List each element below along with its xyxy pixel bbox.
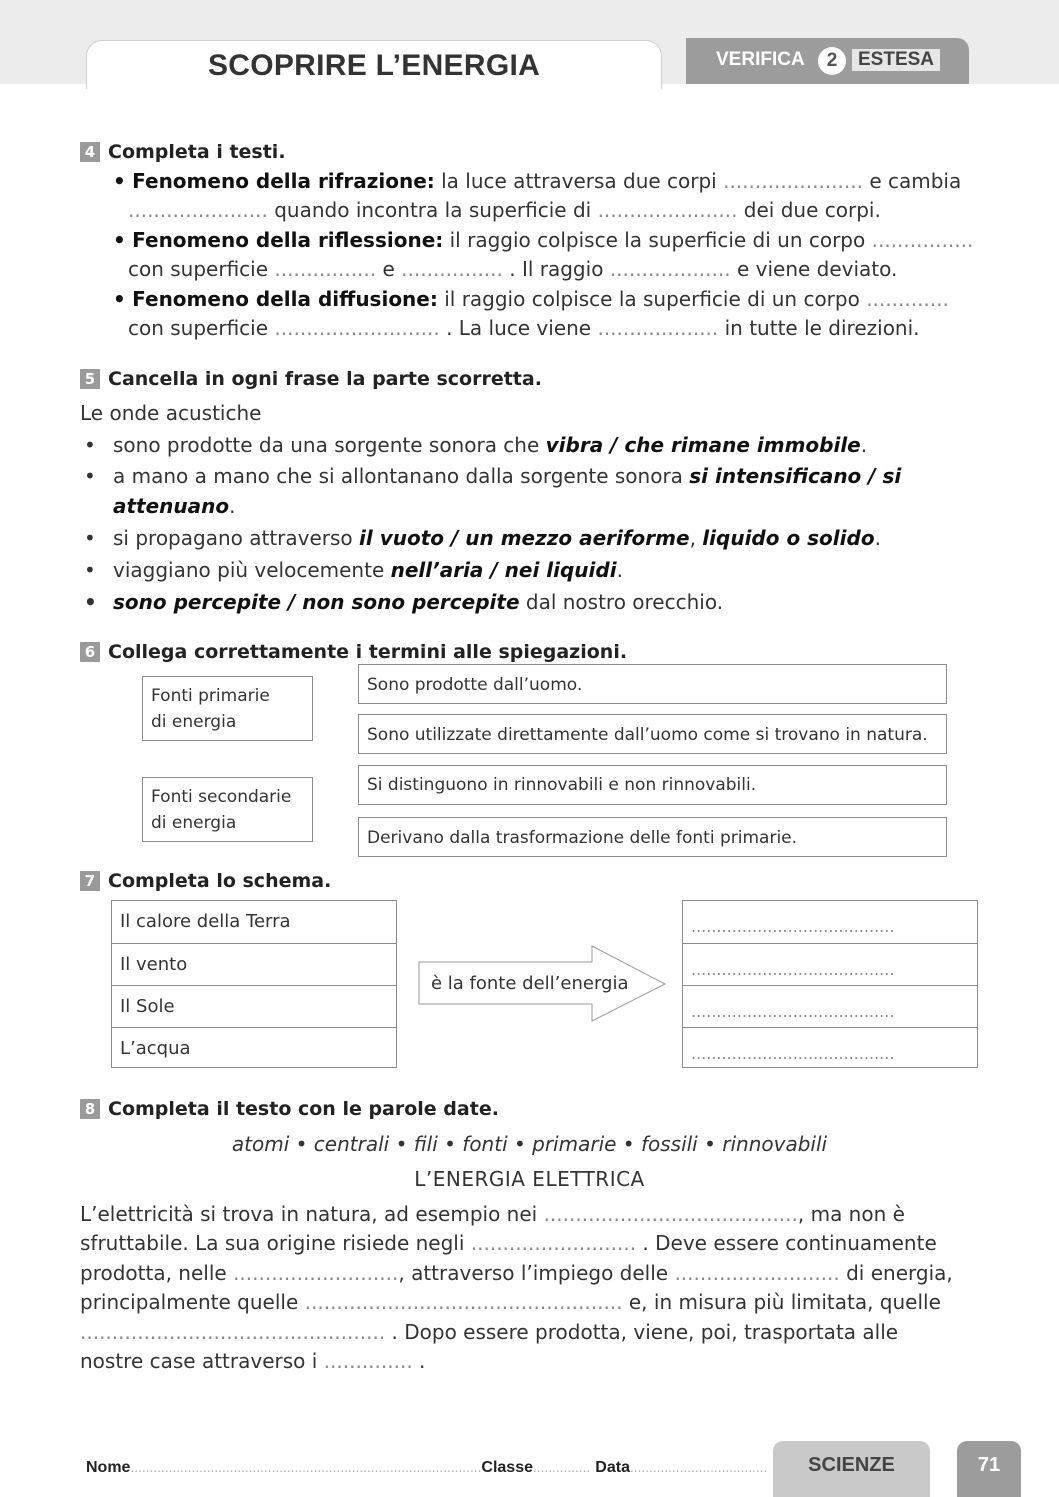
ex5-item2-cont xyxy=(113,494,236,518)
ex7-number: 7 xyxy=(80,871,100,891)
ex8-number: 8 xyxy=(80,1099,100,1119)
word-bank: atomi • centrali • fili • fonti • primarie • fossili • rinnovabili xyxy=(231,1132,828,1156)
ex8-heading xyxy=(80,1098,499,1120)
ex8-text: e, in misura più limitata, quelle xyxy=(628,1290,941,1314)
blank-dots[interactable]: .......................... xyxy=(274,316,440,340)
ex6-heading-text: Collega correttamente i termini alle spiegazioni. xyxy=(108,641,628,663)
term-fonti-primarie[interactable] xyxy=(142,676,313,741)
blank-dots[interactable]: .............. xyxy=(323,1349,413,1373)
explanation-4[interactable] xyxy=(358,817,947,857)
source-item: L’acqua xyxy=(112,1027,396,1068)
ex8-line1 xyxy=(80,1202,905,1226)
blank-dots[interactable]: ...................... xyxy=(128,198,268,222)
ex4-text: la luce attraversa due corpi xyxy=(441,169,717,193)
blank-dots[interactable]: ........................................ xyxy=(543,1202,798,1226)
ex4-text: . La luce viene xyxy=(446,316,592,340)
ex5-text: . xyxy=(229,494,236,518)
ex4-line5 xyxy=(113,287,949,311)
ex7-heading-text: Completa lo schema. xyxy=(108,870,332,892)
blank-dots[interactable]: .......................... xyxy=(233,1261,399,1285)
ex4-line4 xyxy=(128,257,897,281)
ex8-text: . Deve essere continuamente xyxy=(642,1231,937,1255)
tag-verifica: VERIFICA xyxy=(716,49,805,70)
blank-dots[interactable]: ...................... xyxy=(723,169,863,193)
data-label: Data xyxy=(595,1459,630,1476)
blank-dots[interactable]: ............. xyxy=(866,287,949,311)
ex5-text: . xyxy=(860,433,868,457)
ex4-text: . Il raggio xyxy=(509,257,604,281)
ex4-text: e cambia xyxy=(869,169,962,193)
ex5-choice[interactable]: vibra / che rimane immobile xyxy=(545,433,861,457)
title-box xyxy=(86,40,662,89)
blank-dots[interactable]: ................... xyxy=(597,316,719,340)
answer-blank[interactable]: ........................................ xyxy=(683,985,977,1027)
blank-dots[interactable]: ...................... xyxy=(597,198,738,222)
term-label: Fonti secondarie xyxy=(151,787,292,807)
test-tag xyxy=(686,38,969,84)
bullet: • xyxy=(84,590,97,614)
ex5-text: viaggiano più velocemente xyxy=(113,558,385,582)
ex5-text: , xyxy=(689,526,696,550)
source-item: Il calore della Terra xyxy=(120,911,291,932)
arrow-text: è la fonte dell’energia xyxy=(431,973,629,994)
answer-blank[interactable]: ........................................ xyxy=(683,943,977,985)
bullet: • xyxy=(113,287,126,311)
ex5-choice[interactable]: nell’aria / nei liquidi xyxy=(390,558,617,582)
ex4-line6 xyxy=(128,316,920,340)
bullet: • xyxy=(84,526,96,550)
explanation-text: Sono prodotte dall’uomo. xyxy=(367,675,583,695)
ex4-text: e xyxy=(382,257,395,281)
explanation-2[interactable] xyxy=(358,714,947,754)
ex5-item5 xyxy=(113,590,723,614)
nome-field[interactable]: ............................................................................................ xyxy=(130,1461,482,1475)
blank-dots[interactable]: .................................................. xyxy=(304,1290,623,1314)
bullet: • xyxy=(113,228,126,252)
ex8-text: L’elettricità si trova in natura, ad esempio nei xyxy=(80,1202,538,1226)
ex7-heading xyxy=(80,870,331,892)
text-subtitle: L’ENERGIA ELETTRICA xyxy=(414,1167,645,1191)
ex5-item4 xyxy=(113,558,623,582)
ex4-text: quando incontra la superficie di xyxy=(274,198,592,222)
ex4-text: e viene deviato. xyxy=(736,257,898,281)
subject-tab: SCIENZE xyxy=(773,1441,930,1497)
blank-dots[interactable]: ................ xyxy=(871,228,974,252)
ex4-line2 xyxy=(128,198,881,222)
ex5-number: 5 xyxy=(80,369,100,389)
nome-label: Nome xyxy=(86,1459,131,1476)
page-title: SCOPRIRE L’ENERGIA xyxy=(207,49,541,82)
ex8-text: , ma non è xyxy=(797,1202,905,1226)
ex8-text: , attraverso l’impiego delle xyxy=(398,1261,669,1285)
page-number: 71 xyxy=(957,1441,1021,1497)
ex4-heading-text: Completa i testi. xyxy=(108,141,286,163)
bullet: • xyxy=(84,433,96,457)
classe-label: Classe xyxy=(481,1459,533,1476)
ex4-b1-label: Fenomeno della rifrazione: xyxy=(132,169,435,193)
ex4-text: in tutte le direzioni. xyxy=(724,316,920,340)
ex8-text: principalmente quelle xyxy=(80,1290,299,1314)
ex5-choice[interactable]: liquido o solido xyxy=(702,526,875,550)
ex4-text: il raggio colpisce la superficie di un corpo xyxy=(449,228,866,252)
source-item: Il vento xyxy=(112,943,396,985)
ex5-intro: Le onde acustiche xyxy=(80,401,262,425)
ex8-text: . xyxy=(419,1349,426,1373)
ex5-heading xyxy=(80,368,542,390)
answers-table xyxy=(682,900,978,1068)
ex5-item1 xyxy=(113,433,867,457)
ex8-text: prodotta, nelle xyxy=(80,1261,227,1285)
ex4-text: con superficie xyxy=(128,257,269,281)
ex8-line5 xyxy=(80,1320,898,1344)
answer-blank[interactable]: ........................................ xyxy=(683,1027,977,1068)
ex5-item3 xyxy=(113,526,881,550)
explanation-3[interactable] xyxy=(358,765,947,805)
bullet: • xyxy=(84,558,96,582)
blank-dots[interactable]: ................... xyxy=(609,257,731,281)
term-fonti-secondarie[interactable] xyxy=(142,777,313,842)
ex5-choice[interactable]: si intensificano / si xyxy=(689,464,902,488)
ex5-text: si propagano attraverso xyxy=(113,526,353,550)
ex8-line4 xyxy=(80,1290,941,1314)
ex8-text: di energia, xyxy=(846,1261,953,1285)
ex5-choice[interactable]: attenuano xyxy=(113,494,230,518)
explanation-text: Si distinguono in rinnovabili e non rinnovabili. xyxy=(367,775,757,795)
ex4-b3-label: Fenomeno della diffusione: xyxy=(132,287,438,311)
ex4-line1 xyxy=(113,169,961,193)
blank-dots[interactable]: ................ xyxy=(401,257,503,281)
classe-field[interactable]: ............... xyxy=(532,1461,591,1475)
answer-blank[interactable]: ........................................ xyxy=(691,917,895,936)
explanation-1[interactable] xyxy=(358,664,947,704)
ex6-number: 6 xyxy=(80,642,100,662)
ex5-heading-text: Cancella in ogni frase la parte scorretta. xyxy=(108,368,542,390)
ex8-text: . Dopo essere prodotta, viene, poi, trasportata alle xyxy=(391,1320,899,1344)
ex5-text: . xyxy=(616,558,623,582)
explanation-text: Sono utilizzate direttamente dall’uomo come si trovano in natura. xyxy=(367,725,928,745)
term-label: di energia xyxy=(151,813,237,833)
ex8-text: nostre case attraverso i xyxy=(80,1349,318,1373)
tag-number: 2 xyxy=(818,47,846,75)
bullet: • xyxy=(113,169,126,193)
ex5-text: sono prodotte da una sorgente sonora che xyxy=(113,433,540,457)
ex4-text: con superficie xyxy=(128,316,269,340)
term-label: Fonti primarie xyxy=(151,686,270,706)
blank-dots[interactable]: ................ xyxy=(274,257,377,281)
ex8-line3 xyxy=(80,1261,953,1285)
data-field[interactable]: .................................... xyxy=(629,1461,768,1475)
ex4-text: dei due corpi. xyxy=(743,198,881,222)
ex8-heading-text: Completa il testo con le parole date. xyxy=(108,1098,499,1120)
ex5-text: dal nostro orecchio. xyxy=(525,590,724,614)
ex5-choice[interactable]: sono percepite / non sono percepite xyxy=(113,590,520,614)
term-label: di energia xyxy=(151,712,237,732)
source-item: Il Sole xyxy=(112,985,396,1027)
ex8-text: sfruttabile. La sua origine risiede negli xyxy=(80,1231,465,1255)
ex5-text: . xyxy=(874,526,881,550)
ex8-line6 xyxy=(80,1349,425,1373)
ex4-b2-label: Fenomeno della riflessione: xyxy=(132,228,444,252)
ex6-heading xyxy=(80,641,627,663)
ex8-line2 xyxy=(80,1231,937,1255)
ex4-line3 xyxy=(113,228,973,252)
ex4-text: il raggio colpisce la superficie di un corpo xyxy=(444,287,860,311)
ex5-text: a mano a mano che si allontanano dalla sorgente sonora xyxy=(113,464,683,488)
ex5-choice[interactable]: il vuoto / un mezzo aeriforme xyxy=(359,526,690,550)
bullet: • xyxy=(84,464,96,488)
ex5-item2 xyxy=(113,464,901,488)
blank-dots[interactable]: ................................................ xyxy=(80,1320,386,1344)
blank-dots[interactable]: .......................... xyxy=(470,1231,637,1255)
tag-estesa: ESTESA xyxy=(852,49,940,71)
explanation-text: Derivano dalla trasformazione delle fonti primarie. xyxy=(367,828,798,848)
blank-dots[interactable]: .......................... xyxy=(674,1261,840,1285)
ex4-heading xyxy=(80,141,286,163)
ex4-number: 4 xyxy=(80,142,100,162)
footer-fields xyxy=(86,1457,767,1477)
sources-table xyxy=(111,900,397,1068)
